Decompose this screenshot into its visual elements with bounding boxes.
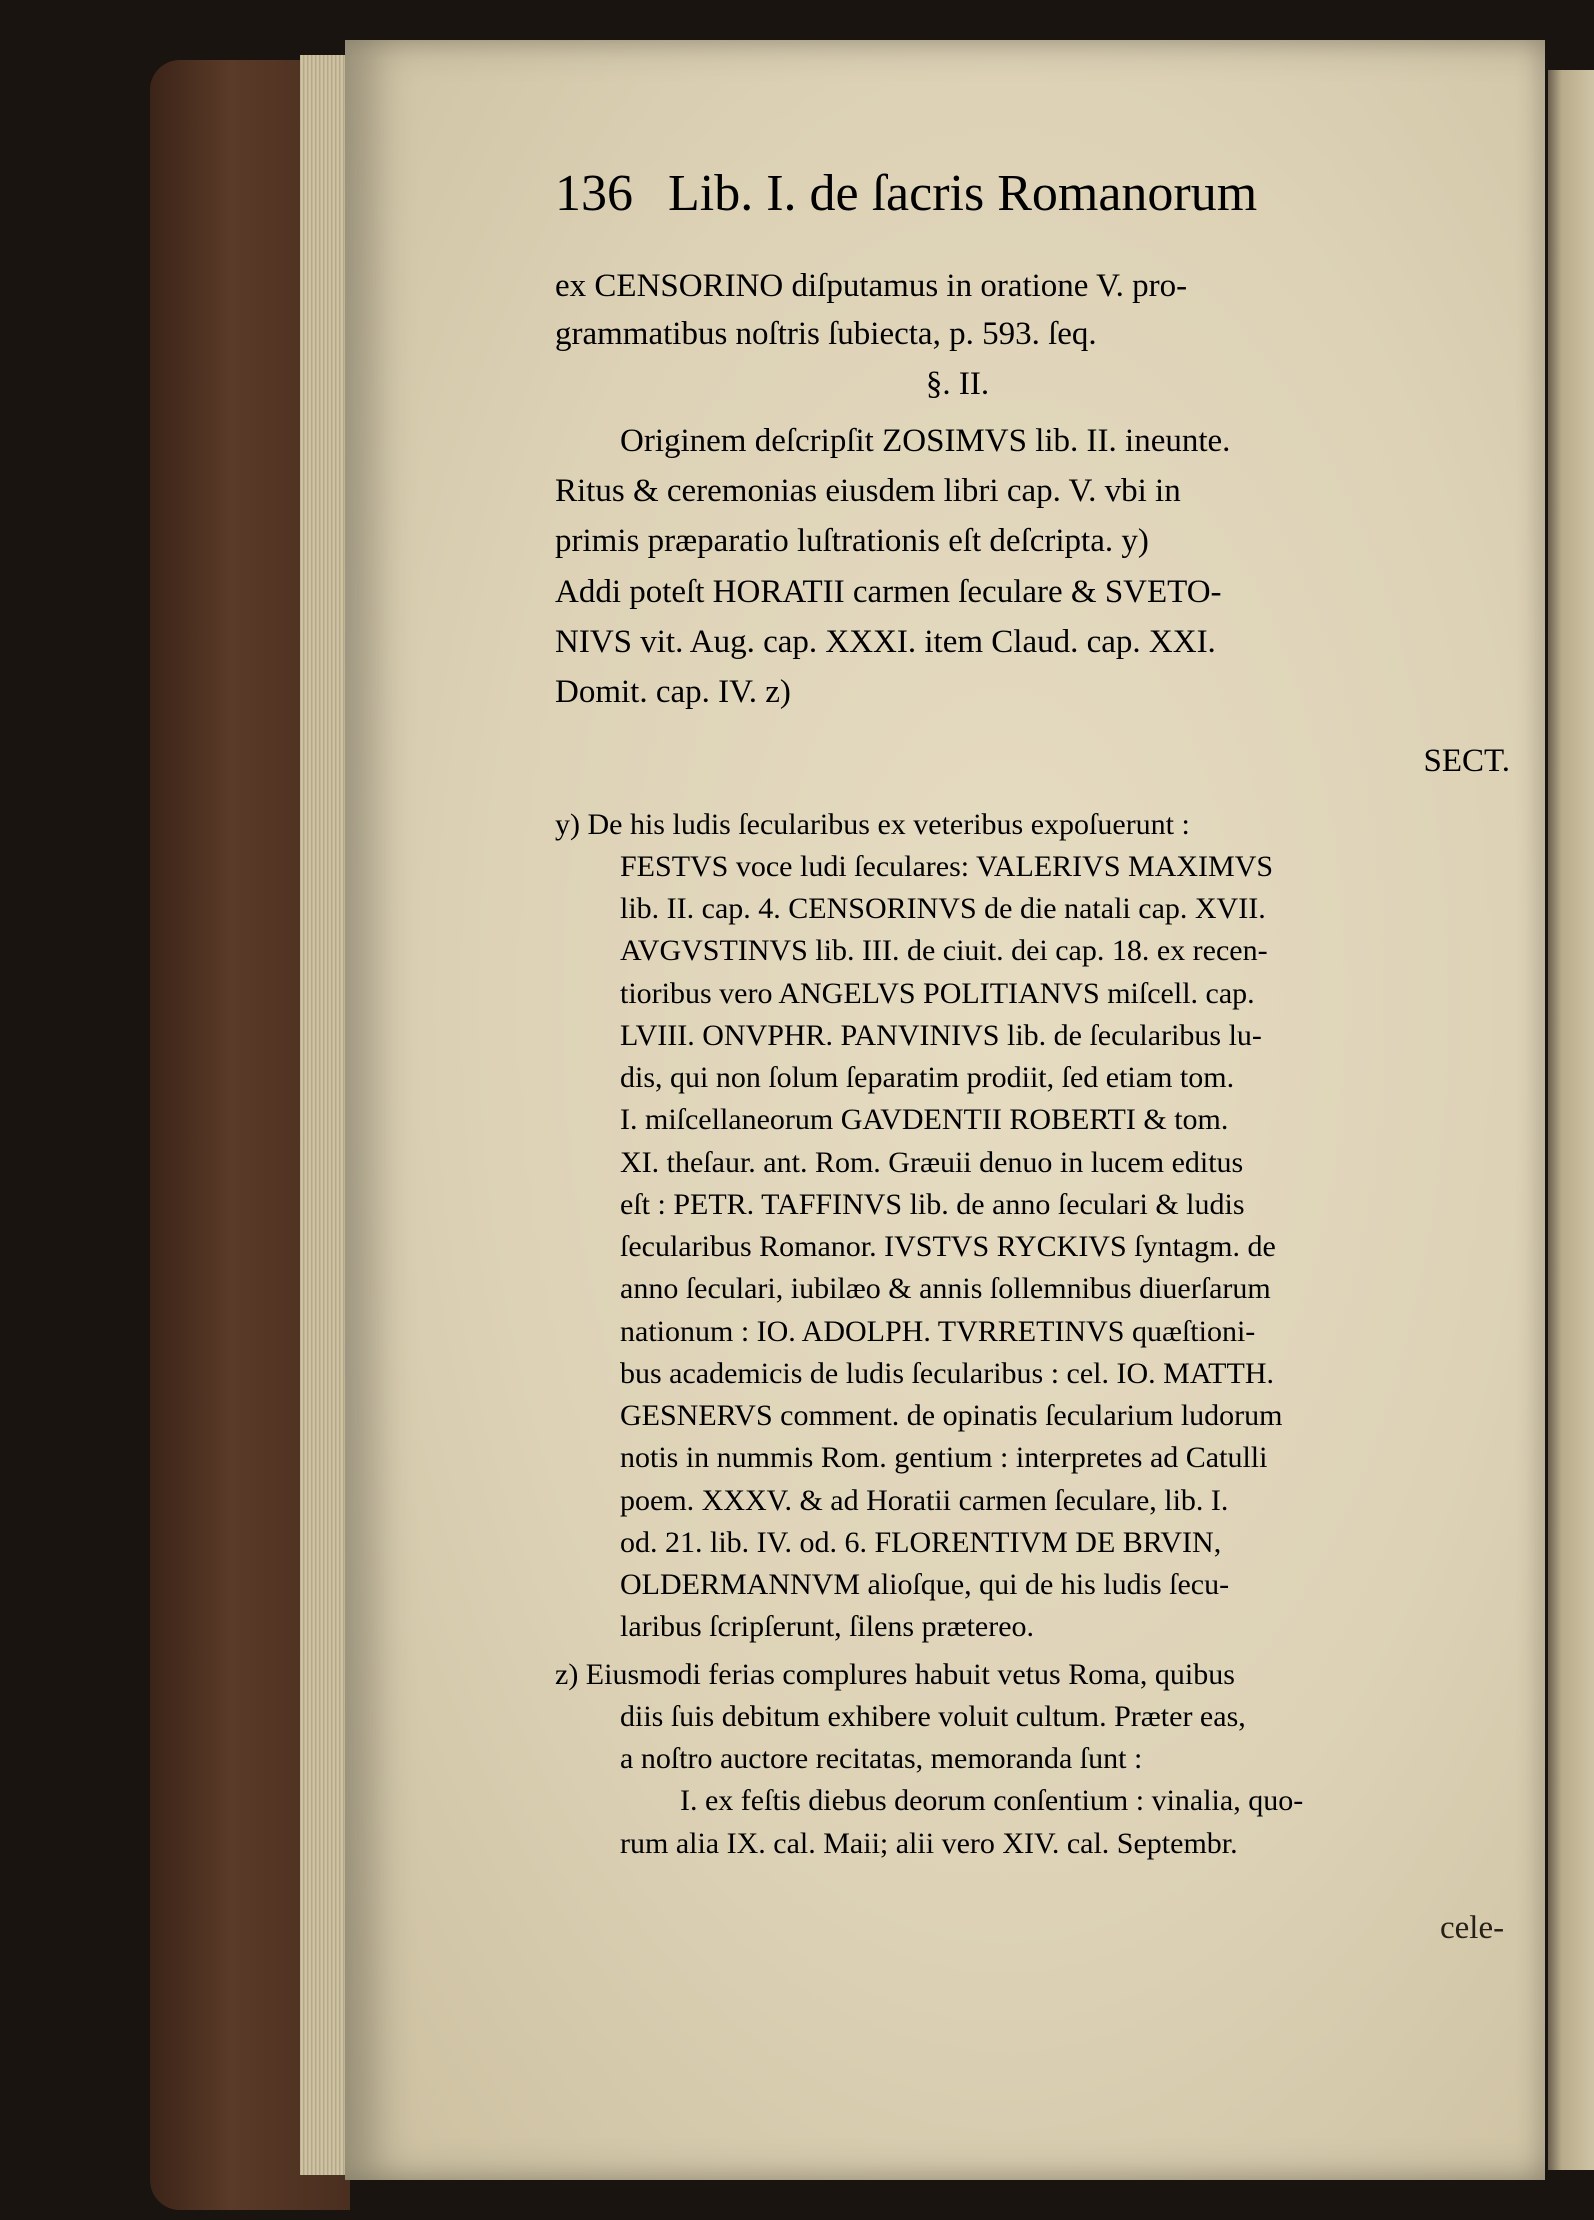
footnote-line: bus academicis de ludis ſecularibus : cel. IO. MATTH. <box>620 1357 1274 1390</box>
body-line: primis præparatio luſtrationis eſt deſcripta. y) <box>555 523 1149 559</box>
footnote-line: GESNERVS comment. de opinatis ſecularium ludorum <box>620 1399 1283 1432</box>
footnote-line: z) Eiusmodi ferias complures habuit vetus Roma, quibus <box>555 1658 1235 1691</box>
body-line: grammatibus noſtris ſubiecta, p. 593. ſeq. <box>555 316 1097 352</box>
footnote-line: FESTVS voce ludi ſeculares: VALERIVS MAXIMVS <box>620 850 1274 883</box>
footnote-line: dis, qui non ſolum ſeparatim prodiit, ſed etiam tom. <box>620 1061 1235 1094</box>
body-line: NIVS vit. Aug. cap. XXXI. item Claud. cap. XXI. <box>555 624 1216 660</box>
catchword: cele- <box>1440 1910 1505 1946</box>
footnote-line: I. ex feſtis diebus deorum conſentium : vinalia, quo- <box>680 1784 1304 1817</box>
footnote-line: I. miſcellaneorum GAVDENTII ROBERTI & tom. <box>620 1103 1229 1136</box>
body-line: Domit. cap. IV. z) <box>555 674 791 710</box>
catchword-sect: SECT. <box>1423 743 1510 779</box>
footnote-line: poem. XXXV. & ad Horatii carmen ſeculare, lib. I. <box>620 1484 1229 1517</box>
running-head <box>555 165 1258 222</box>
section-number: §. II. <box>925 366 990 402</box>
body-line: Originem deſcripſit ZOSIMVS lib. II. ineunte. <box>620 423 1231 459</box>
footnote-line: OLDERMANNVM alioſque, qui de his ludis ſecu- <box>620 1568 1230 1601</box>
footnote-line: ſecularibus Romanor. IVSTVS RYCKIVS ſyntagm. de <box>620 1230 1276 1263</box>
footnote-line: y) De his ludis ſecularibus ex veteribus expoſuerunt : <box>555 808 1190 841</box>
footnote-line: rum alia IX. cal. Maii; alii vero XIV. cal. Septembr. <box>620 1827 1238 1860</box>
footnote-line: anno ſeculari, iubilæo & annis ſollemnibus diuerſarum <box>620 1272 1271 1305</box>
footnote-line: lib. II. cap. 4. CENSORINVS de die natali cap. XVII. <box>620 892 1266 925</box>
page-number: 136 <box>555 165 633 222</box>
body-line: Addi poteſt HORATII carmen ſeculare & SVETO- <box>555 574 1222 610</box>
footnote-line: XI. theſaur. ant. Rom. Græuii denuo in lucem editus <box>620 1146 1244 1179</box>
footnote-line: od. 21. lib. IV. od. 6. FLORENTIVM DE BRVIN, <box>620 1526 1222 1559</box>
footnote-line: nationum : IO. ADOLPH. TVRRETINVS quæſtioni- <box>620 1315 1256 1348</box>
facing-page-edge <box>1548 70 1594 2170</box>
footnote-line: a noſtro auctore recitatas, memoranda ſunt : <box>620 1742 1143 1775</box>
footnote-line: diis ſuis debitum exhibere voluit cultum. Præter eas, <box>620 1700 1246 1733</box>
footnote-line: LVIII. ONVPHR. PANVINIVS lib. de ſecularibus lu- <box>620 1019 1262 1052</box>
body-line: Ritus & ceremonias eiusdem libri cap. V. vbi in <box>555 473 1181 509</box>
running-title: Lib. I. de ſacris Romanorum <box>668 165 1258 222</box>
footnote-line: laribus ſcripſerunt, ſilens prætereo. <box>620 1610 1035 1643</box>
body-line: ex CENSORINO diſputamus in oratione V. pro- <box>555 268 1188 304</box>
footnote-line: AVGVSTINVS lib. III. de ciuit. dei cap. 18. ex recen- <box>620 934 1268 967</box>
footnote-line: notis in nummis Rom. gentium : interpretes ad Catulli <box>620 1441 1268 1474</box>
footnote-line: eſt : PETR. TAFFINVS lib. de anno ſeculari & ludis <box>620 1188 1245 1221</box>
footnote-line: tioribus vero ANGELVS POLITIANVS miſcell. cap. <box>620 977 1255 1010</box>
